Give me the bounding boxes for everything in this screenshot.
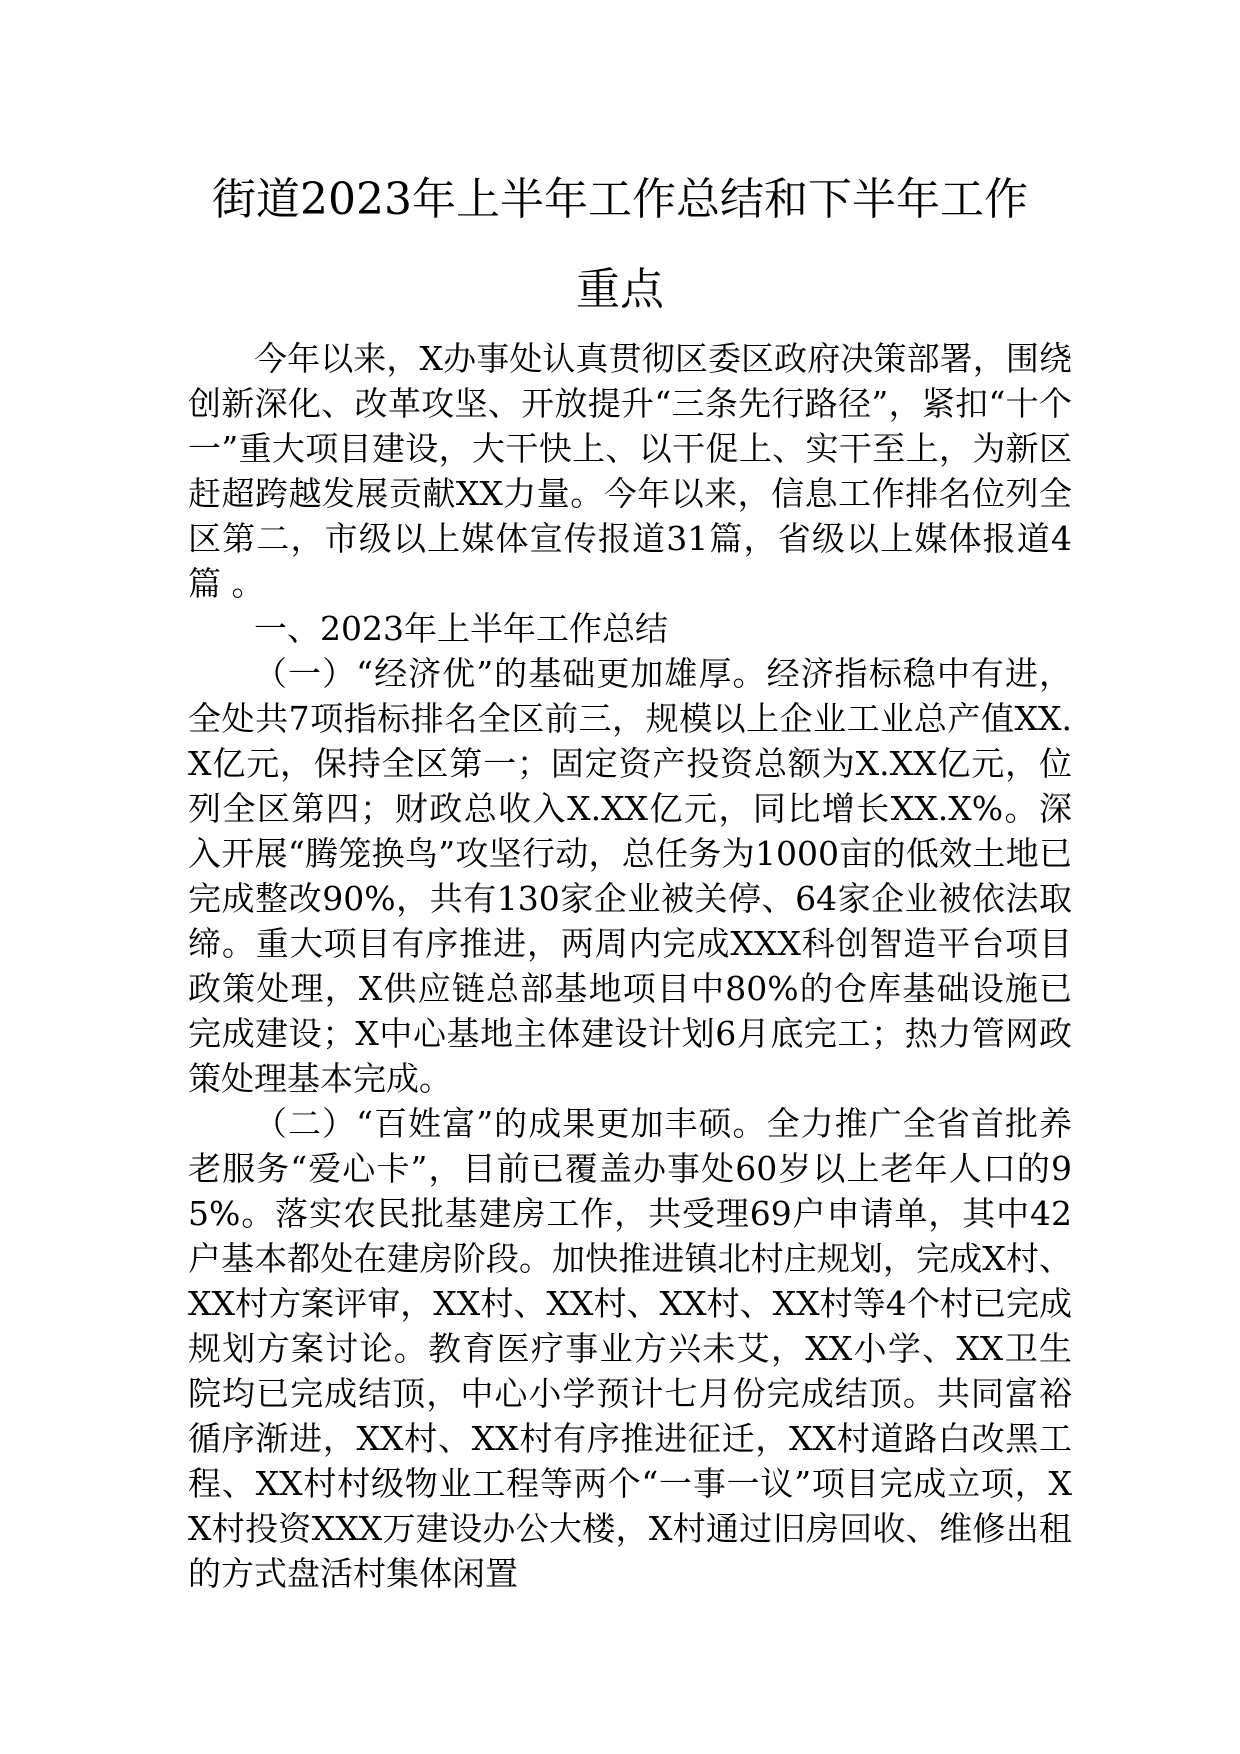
document-title-line-2: 重点 <box>576 264 664 315</box>
section-heading: 一、2023年上半年工作总结 <box>254 609 668 648</box>
paragraph-economy: （一）“经济优”的基础更加雄厚。经济指标稳中有进，全处共7项指标排名全区前三，规模以上企业工业总产值XX.X亿元，保持全区第一；固定资产投资总额为X.XX亿元，位列全区第四；财政总收入X.XX亿元，同比增长XX.X%。深入开展“腾笼换鸟”攻坚行动，总任务为1000亩的低效土地已完成整改90%，共有130家企业被关停、64家企业被依法取缔。重大项目有序推进，两周内完成XXX科创智造平台项目政策处理，X供应链总部基地项目中80%的仓库基础设施已完成建设；X中心基地主体建设计划6月底完工；热力管网政策处理基本完成。 <box>188 654 1072 1098</box>
document-title-line-1: 街道2023年上半年工作总结和下半年工作 <box>212 174 1028 225</box>
paragraph-livelihood: （二）“百姓富”的成果更加丰硕。全力推广全省首批养老服务“爱心卡”，目前已覆盖办事处60岁以上老年人口的95%。落实农民批基建房工作，共受理69户申请单，其中42户基本都处在建房阶段。加快推进镇北村庄规划，完成X村、XX村方案评审，XX村、XX村、XX村、XX村等4个村已完成规划方案讨论。教育医疗事业方兴未艾，XX小学、XX卫生院均已完成结顶，中心小学预计七月份完成结顶。共同富裕循序渐进，XX村、XX村有序推进征迁，XX村道路白改黑工程、XX村村级物业工程等两个“一事一议”项目完成立项，XX村投资XXX万建设办公大楼，X村通过旧房回收、维修出租的方式盘活村集体闲置 <box>188 1104 1072 1593</box>
paragraph-intro: 今年以来，X办事处认真贯彻区委区政府决策部署，围绕创新深化、改革攻坚、开放提升“三条先行路径”，紧扣“十个一”重大项目建设，大干快上、以干促上、实干至上，为新区赶超跨越发展贡献XX力量。今年以来，信息工作排名位列全区第二，市级以上媒体宣传报道31篇，省级以上媒体报道4篇 。 <box>188 339 1072 603</box>
document-body <box>188 336 1072 1596</box>
